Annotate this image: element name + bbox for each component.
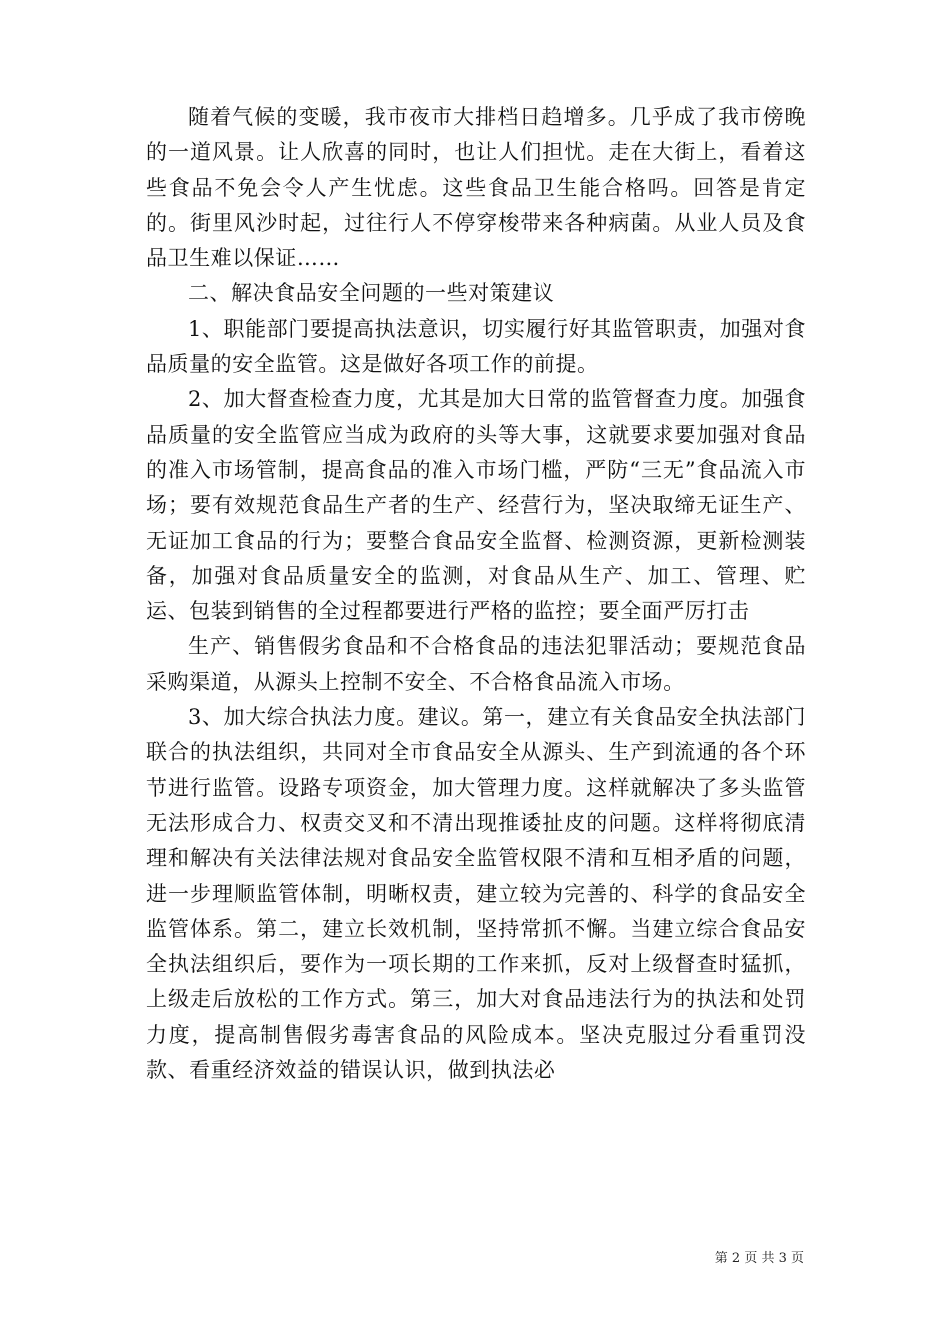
paragraph-point-2-continued: 生产、销售假劣食品和不合格食品的违法犯罪活动；要规范食品采购渠道，从源头上控制不安全、不合格食品流入市场。 (146, 634, 806, 694)
paragraph-night-market: 随着气候的变暖，我市夜市大排档日趋增多。几乎成了我市傍晚的一道风景。让人欣喜的同时，也让人们担忧。走在大街上，看着这些食品不免会令人产生忧虑。这些食品卫生能合格吗。回答是肯定的。街里风沙时起，过往行人不停穿梭带来各种病菌。从业人员及食品卫生难以保证…… (146, 105, 806, 271)
paragraph-point-1: 1、职能部门要提高执法意识，切实履行好其监管职责，加强对食品质量的安全监管。这是做好各项工作的前提。 (146, 316, 806, 377)
page-number-footer: 第 2 页 共 3 页 (714, 1251, 804, 1266)
document-body (146, 100, 806, 1088)
section-heading-countermeasures: 二、解决食品安全问题的一些对策建议 (188, 281, 555, 306)
paragraph-point-2: 2、加大督查检查力度，尤其是加大日常的监管督查力度。加强食品质量的安全监管应当成为政府的头等大事，这就要求要加强对食品的准入市场管制，提高食品的准入市场门槛，严防“三无”食品流入市场；要有效规范食品生产者的生产、经营行为，坚决取缔无证生产、无证加工食品的行为；要整合食品安全监督、检测资源，更新检测装备，加强对食品质量安全的监测，对食品从生产、加工、管理、贮运、包装到销售的全过程都要进行严格的监控；要全面严厉打击 (146, 387, 806, 624)
paragraph-point-3: 3、加大综合执法力度。建议。第一，建立有关食品安全执法部门联合的执法组织，共同对全市食品安全从源头、生产到流通的各个环节进行监管。设路专项资金，加大管理力度。这样就解决了多头监管无法形成合力、权责交叉和不清出现推诿扯皮的问题。这样将彻底清理和解决有关法律法规对食品安全监管权限不清和互相矛盾的问题，进一步理顺监管体制，明晰权责，建立较为完善的、科学的食品安全监管体系。第二，建立长效机制，坚持常抓不懈。当建立综合食品安全执法组织后，要作为一项长期的工作来抓，反对上级督查时猛抓，上级走后放松的工作方式。第三，加大对食品违法行为的执法和处罚力度，提高制售假劣毒害食品的风险成本。坚决克服过分看重罚没款、看重经济效益的错误认识，做到执法必 (146, 705, 806, 1083)
